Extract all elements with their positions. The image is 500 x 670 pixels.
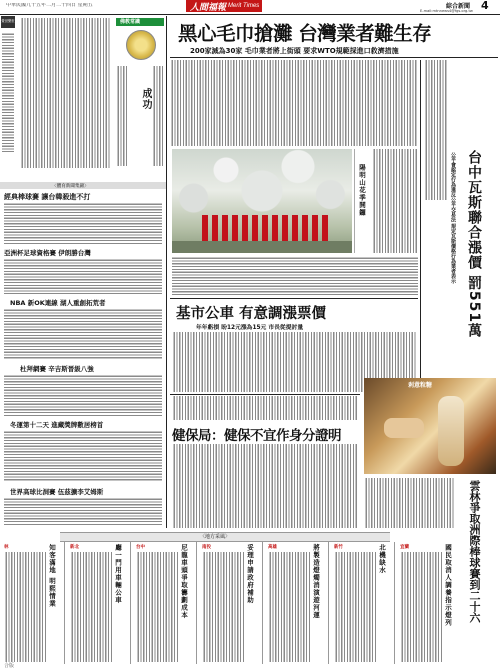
bottom-strip (0, 542, 462, 664)
bottom-item-title: 知客滿地 明熙情業 (48, 544, 56, 608)
masthead-rule (0, 14, 500, 15)
photo-caption-text (172, 256, 418, 296)
bus-story-rule (170, 298, 418, 299)
email: E-mail:mtnnews4@fgs.org.tw (420, 9, 473, 13)
bottom-item-place: 高雄 (268, 545, 277, 550)
main-story-text (170, 60, 418, 146)
bottom-item (132, 542, 197, 664)
bottom-item-place: 南投 (202, 545, 211, 550)
bottom-item-title: 國民取消人調養指示燈列 (444, 544, 452, 627)
sports-section-title: 〈體育新聞集錦〉 (52, 184, 89, 189)
health-pre-text (172, 396, 358, 420)
sidebar-text (2, 32, 14, 152)
sidebar-label: 覺世樂世 (1, 19, 15, 23)
bottom-item-place: 新竹 (334, 545, 343, 550)
sports-headline: NBA 新OK連線 湖人重創拓荒者 (10, 299, 106, 307)
photo-ground (172, 241, 352, 253)
bottom-item (264, 542, 329, 664)
bottom-item (330, 542, 395, 664)
bottom-item-title: 廳一門用車輛公車 (114, 544, 122, 604)
bottom-item-text (334, 552, 376, 662)
second-photo-caption: 剎意粒糖 (408, 382, 433, 389)
left-column-divider (166, 16, 167, 528)
bus-headline: 基市公車 有意調漲票價 (176, 305, 327, 322)
footer-mark: 合版 (4, 663, 15, 669)
sports-headline: 亞洲杯足球資格賽 伊朗勝台灣 (4, 249, 91, 257)
health-story-text (172, 444, 358, 528)
masthead (0, 0, 500, 14)
bottom-item-title: 尼龍車頭爭取籌劃成本 (180, 544, 188, 619)
photo-figure (438, 396, 464, 466)
right-story-text (424, 60, 448, 200)
sports-headline: 冬運第十二天 進藏獎牌數居榜首 (10, 421, 104, 429)
photo-caption: 陽明山花季開鑼 (358, 164, 366, 217)
column-title-text (116, 66, 128, 166)
sports-text (4, 374, 162, 416)
right-story-divider (420, 60, 421, 380)
right-lower-text (364, 478, 454, 528)
main-subhead-rule (170, 57, 498, 58)
bottom-item-title: 北機缺水 (378, 544, 386, 574)
sports-text (4, 430, 162, 482)
bottom-item-place: 宜蘭 (400, 545, 409, 550)
bottom-item-place: 台中 (136, 545, 145, 550)
section-title: 綜合新聞 (446, 3, 471, 10)
sports-text (4, 497, 162, 525)
second-photo (364, 378, 496, 474)
photo-hand (384, 418, 424, 438)
date-line: 中華民國九十五年二月二十四日 星期五 (6, 3, 93, 8)
column-emblem (126, 30, 156, 60)
main-headline: 黑心毛巾搶灘 台灣業者難生存 (178, 22, 432, 45)
column-badge-label: 佛教常識 (120, 19, 141, 25)
column-side-text (152, 66, 164, 166)
sports-headline: 經典棒球賽 讓台韓殺進不打 (4, 193, 91, 201)
bottom-item-text (400, 552, 442, 662)
bottom-item (396, 542, 460, 664)
health-headline: 健保局：健保不宜作身分證明 (172, 428, 341, 444)
photo-blossom (172, 149, 352, 219)
right-story-headline: 台中瓦斯聯合漲價 罰551萬 (466, 150, 482, 339)
bottom-item-text (268, 552, 310, 662)
left-sidebar (0, 16, 16, 156)
buddhism-column-text (20, 18, 110, 168)
logo-text: 人間福報 (190, 3, 227, 13)
sports-text (4, 258, 162, 294)
bus-subhead: 年年虧損 盼12元漲為15元 市長從提討量 (196, 325, 304, 331)
main-story-text-right (372, 149, 418, 253)
right-story-subhead: 公平會認定行為違反公平交易法 規定瓦斯價格行為業者表示 (450, 152, 456, 284)
main-subhead: 200家減為30家 毛巾業者將上街頭 要求WTO規範採進口救濟措施 (190, 47, 399, 55)
health-story-rule (170, 394, 360, 395)
bottom-item-text (136, 552, 178, 662)
local-section-title: 〈地方采風〉 (200, 534, 231, 540)
bottom-item (198, 542, 263, 664)
main-photo (172, 149, 352, 253)
sports-headline: 世界高球比洞賽 伍茲擴李艾姆斯 (10, 488, 104, 496)
sports-text (4, 308, 162, 360)
bottom-item (0, 542, 65, 664)
bottom-item-text (70, 552, 112, 662)
sports-text (4, 202, 162, 244)
bottom-item-place: 林 (4, 545, 9, 550)
far-right-headline: 雲林爭取洲際棒球賽到二十六 (468, 480, 481, 623)
logo-sub: Merit Times (228, 3, 260, 9)
bottom-item-title: 妥理申請政府補助 (246, 544, 254, 604)
bottom-item-text (202, 552, 244, 662)
page-number: 4 (481, 0, 489, 12)
column-title: 成功 (140, 88, 151, 110)
sports-headline: 杜拜網賽 辛吉斯晉級八強 (20, 365, 94, 373)
bottom-item-place: 新北 (70, 545, 79, 550)
bottom-item (66, 542, 131, 664)
bottom-item-text (4, 552, 46, 662)
bottom-item-title: 將製造燈燭消演遊河運 (312, 544, 320, 619)
